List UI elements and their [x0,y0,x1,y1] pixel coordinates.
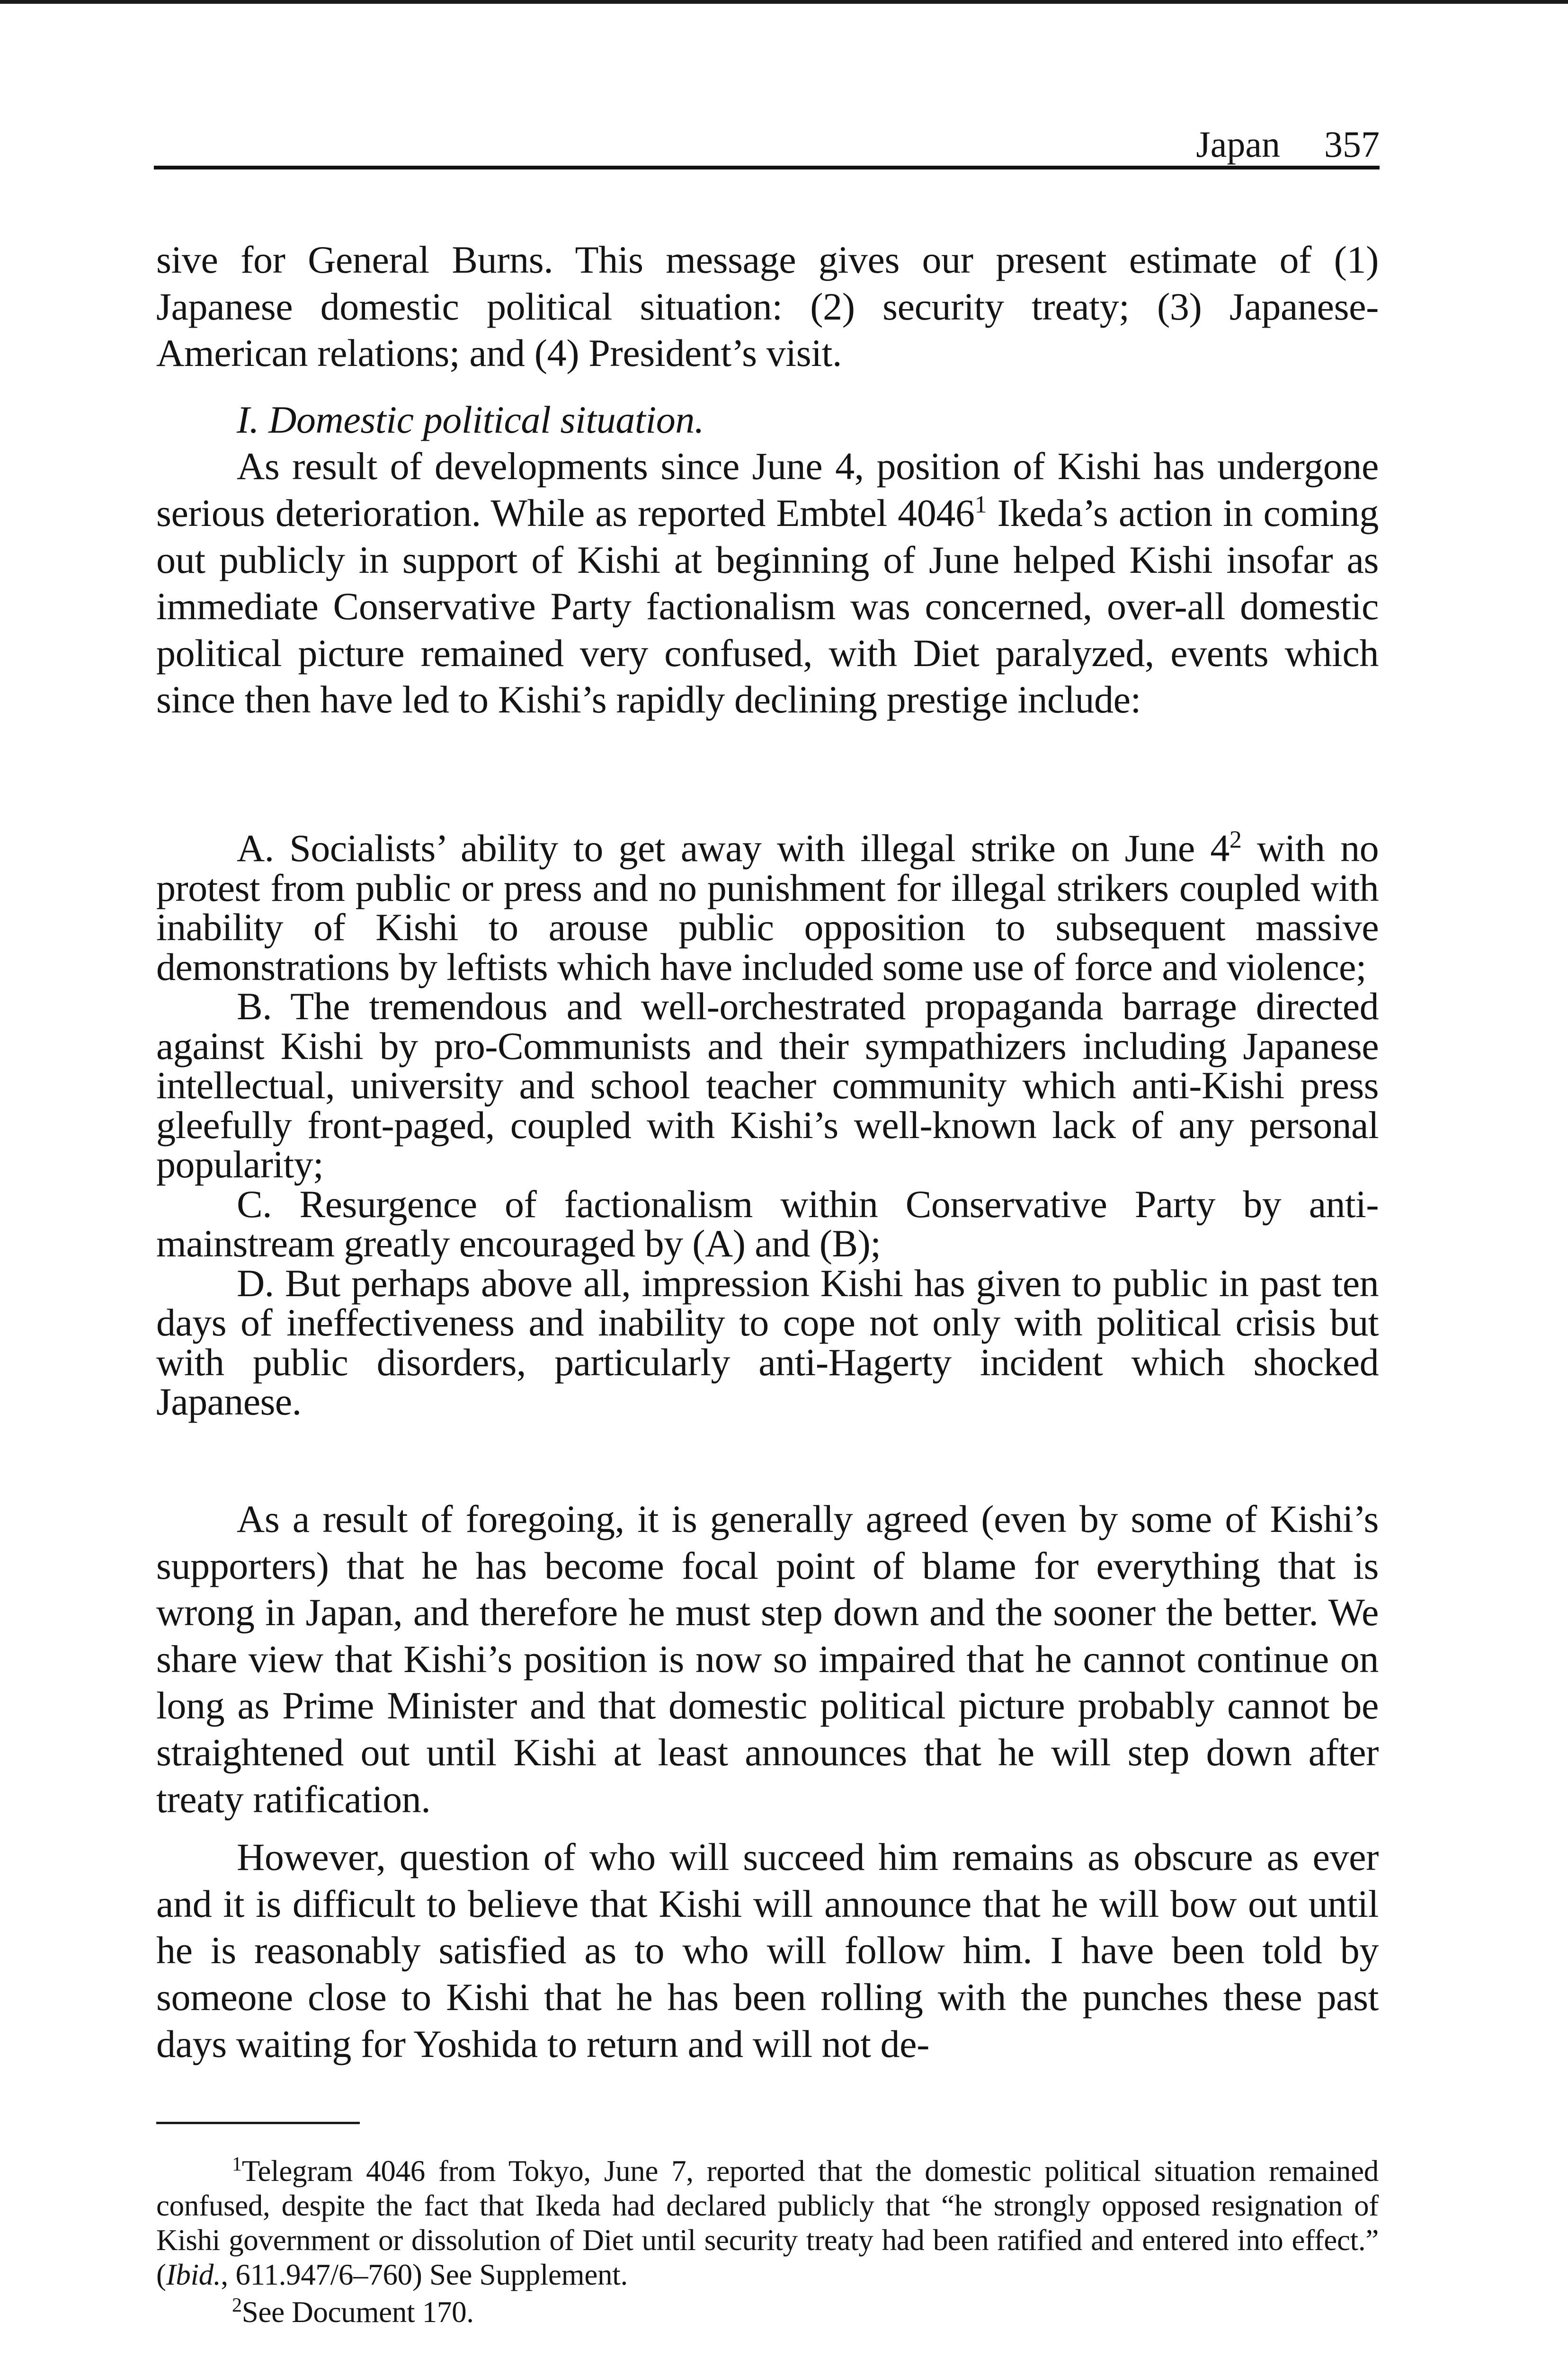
footnote-1-text: Telegram 4046 from Tokyo, June 7, reported that the domestic political situation remained confused, despite the fact that Ikeda had declared publicly that “he strongly opposed resignation of Kishi government or dissolution of Diet until security treaty had been ratified and entered into effect.” ( [156,2154,1379,2291]
itemized-list [156,828,1379,1422]
section-heading: I. Domestic political situation. [237,398,704,441]
footnote-ref-1: 1 [974,491,987,518]
list-item-a-end: with no protest from public or press and no punishment for illegal strikers coupled with inability of Kishi to arouse public opposition to subsequent massive demonstrations by leftists which have included some use of force and violence; [156,827,1379,988]
footnote-1-citation: , 611.947/6–760) See Supplement. [221,2258,628,2291]
footnote-2-marker: 2 [232,2295,242,2316]
paragraph-developments [156,443,1379,723]
footnote-2-text: See Document 170. [241,2296,474,2329]
footnote-1-ibid: Ibid. [166,2258,221,2291]
list-item-a [156,828,1379,987]
paragraph-successor: However, question of who will succeed him remains as obscure as ever and it is difficult to believe that Kishi will announce that he will bow out until he is reasonably satisfied as to who will follow him. I have been told by someone close to Kishi that he has been rolling with the punches these past days waiting for Yoshida to return and will not de- [156,1835,1379,2065]
footnote-2 [156,2295,1379,2330]
main-text-bottom [156,1496,1379,2067]
running-head [154,114,1380,169]
footnote-ref-2: 2 [1229,826,1242,854]
footnote-1-marker: 1 [232,2153,242,2175]
list-item-a-start: A. Socialists’ ability to get away with illegal strike on June 4 [237,827,1229,870]
list-item-b: B. The tremendous and well-orchestrated propaganda barrage directed against Kishi by pro-Communists and their sympathizers including Japanese intellectual, university and school teacher community which anti-Kishi press gleefully front-paged, coupled with Kishi’s well-known lack of any personal popularity; [156,985,1379,1186]
page-number: 357 [1324,124,1380,165]
footnote-1 [156,2154,1379,2292]
paragraph-developments-end: Ikeda’s action in coming out publicly in support of Kishi at beginning of June helped Kishi insofar as immediate Conservative Party factionalism was concerned, over-all domestic political picture remained very confused, with Diet paralyzed, events which since then have led to Kishi’s rapidly declining prestige include: [156,491,1379,721]
footnotes [156,2154,1379,2330]
footnote-divider [156,2122,360,2124]
paragraph-result: As a result of foregoing, it is generally agreed (even by some of Kishi’s supporters) that he has become focal point of blame for everything that is wrong in Japan, and therefore he must step down and the sooner the better. We share view that Kishi’s position is now so impaired that he cannot continue on long as Prime Minister and that domestic political picture probably cannot be straightened out until Kishi at least announces that he will step down after treaty ratification. [156,1497,1379,1821]
list-item-c: C. Resurgence of factionalism within Conservative Party by anti-mainstream greatly encouraged by (A) and (B); [156,1182,1379,1265]
page-top-edge [0,0,1568,4]
running-head-section: Japan [1196,124,1280,165]
main-text-top [156,237,1379,723]
paragraph-continuation: sive for General Burns. This message gives our present estimate of (1) Japanese domestic political situation: (2) security treaty; (3) Japanese-American relations; and (4) President’s visit. [156,238,1379,375]
list-item-d: D. But perhaps above all, impression Kishi has given to public in past ten days of ineffectiveness and inability to cope not only with political crisis but with public disorders, particularly anti-Hagerty incident which shocked Japanese. [156,1261,1379,1423]
paragraph-developments-start: As result of developments since June 4, position of Kishi has undergone serious deterioration. While as reported Embtel 4046 [156,445,1379,534]
